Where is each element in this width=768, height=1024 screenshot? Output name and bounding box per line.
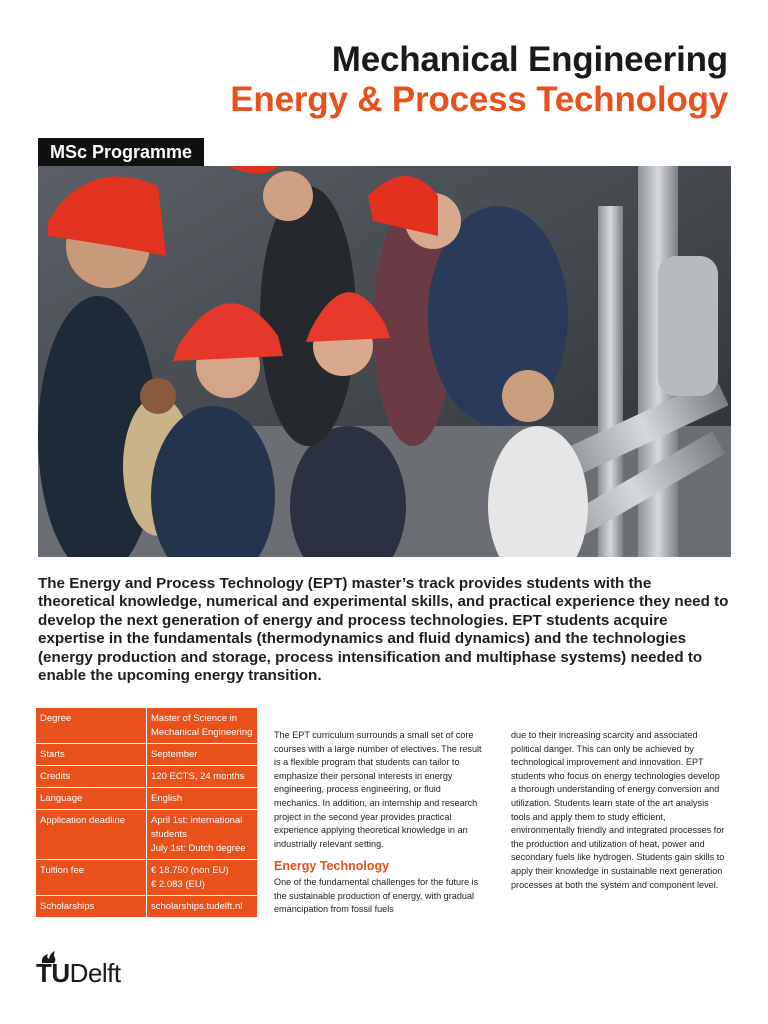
title-energy-process-technology: Energy & Process Technology xyxy=(230,80,728,119)
body-column-2 xyxy=(511,729,726,892)
logo-delft: Delft xyxy=(69,958,121,988)
facts-label: Tuition fee xyxy=(36,860,147,896)
facts-row xyxy=(36,788,257,810)
curriculum-paragraph: The EPT curriculum surrounds a small set of core courses with a large number of electives. The result is a flexible program that students can tailor to emphasize their personal interests in energy engineering, process engineering, or fluid mechanics. In addition, an internship and research project in the second year provides practical experience applying theoretical knowledge in an industrially relevant setting. xyxy=(274,730,482,849)
facts-value: 120 ECTS, 24 months xyxy=(147,766,258,788)
facts-value: September xyxy=(147,744,258,766)
tudelft-logo xyxy=(36,948,156,990)
facts-label: Degree xyxy=(40,713,72,724)
logo-tu: TU xyxy=(36,958,70,988)
title-mechanical-engineering: Mechanical Engineering xyxy=(331,40,728,79)
facts-label: Starts xyxy=(36,744,147,766)
body-column-1 xyxy=(274,729,489,917)
facts-value: April 1st: international students July 1st: Dutch degree xyxy=(147,810,258,860)
facts-row xyxy=(36,896,257,918)
facts-row xyxy=(36,744,257,766)
facts-row xyxy=(36,860,257,896)
facts-label: Application deadline xyxy=(36,810,147,860)
facts-value: € 18.750 (non EU) € 2.083 (EU) xyxy=(147,860,258,896)
facts-row xyxy=(36,766,257,788)
lab-photo xyxy=(38,166,731,557)
facts-row xyxy=(36,810,257,860)
facts-label: Scholarships xyxy=(36,896,147,918)
energy-technology-heading: Energy Technology xyxy=(274,859,390,874)
facts-label: Language xyxy=(36,788,147,810)
facts-row xyxy=(36,708,257,744)
energy-technology-continued: due to their increasing scarcity and associated political danger. This can only be achieved by technological improvement and innovation. EPT students who focus on energy technologies develop a thorough understanding of energy conversion and utilization. Students learn state of the art analysis tools and apply them to study efficient, environmentally friendly and integrated processes for the production and utilization of heat, power and secondary fuels like hydrogen. Students gain skills to apply their knowledge in sustainable next generation processes at both the system and component level. xyxy=(511,730,725,890)
programme-facts-table xyxy=(36,708,257,917)
logo-wordmark xyxy=(36,958,121,989)
energy-technology-paragraph: One of the fundamental challenges for the future is the sustainable production of energy, with gradual emancipation from fossil fuels xyxy=(274,876,479,915)
facts-value: English xyxy=(147,788,258,810)
facts-label: Credits xyxy=(36,766,147,788)
facts-value: Master of Science in Mechanical Engineering xyxy=(147,708,258,744)
programme-badge: MSc Programme xyxy=(38,138,204,166)
intro-paragraph: The Energy and Process Technology (EPT) master’s track provides students with the theoretical knowledge, numerical and experimental skills, and practical experience they need to develop the next generation of energy and process technologies. EPT students acquire expertise in the fundamentals (thermodynamics and fluid dynamics) and the technologies (energy production and storage, process intensification and multiphase systems) needed to enable the upcoming energy transition. xyxy=(38,575,729,685)
scholarships-link[interactable]: scholarships.tudelft.nl xyxy=(147,896,258,918)
